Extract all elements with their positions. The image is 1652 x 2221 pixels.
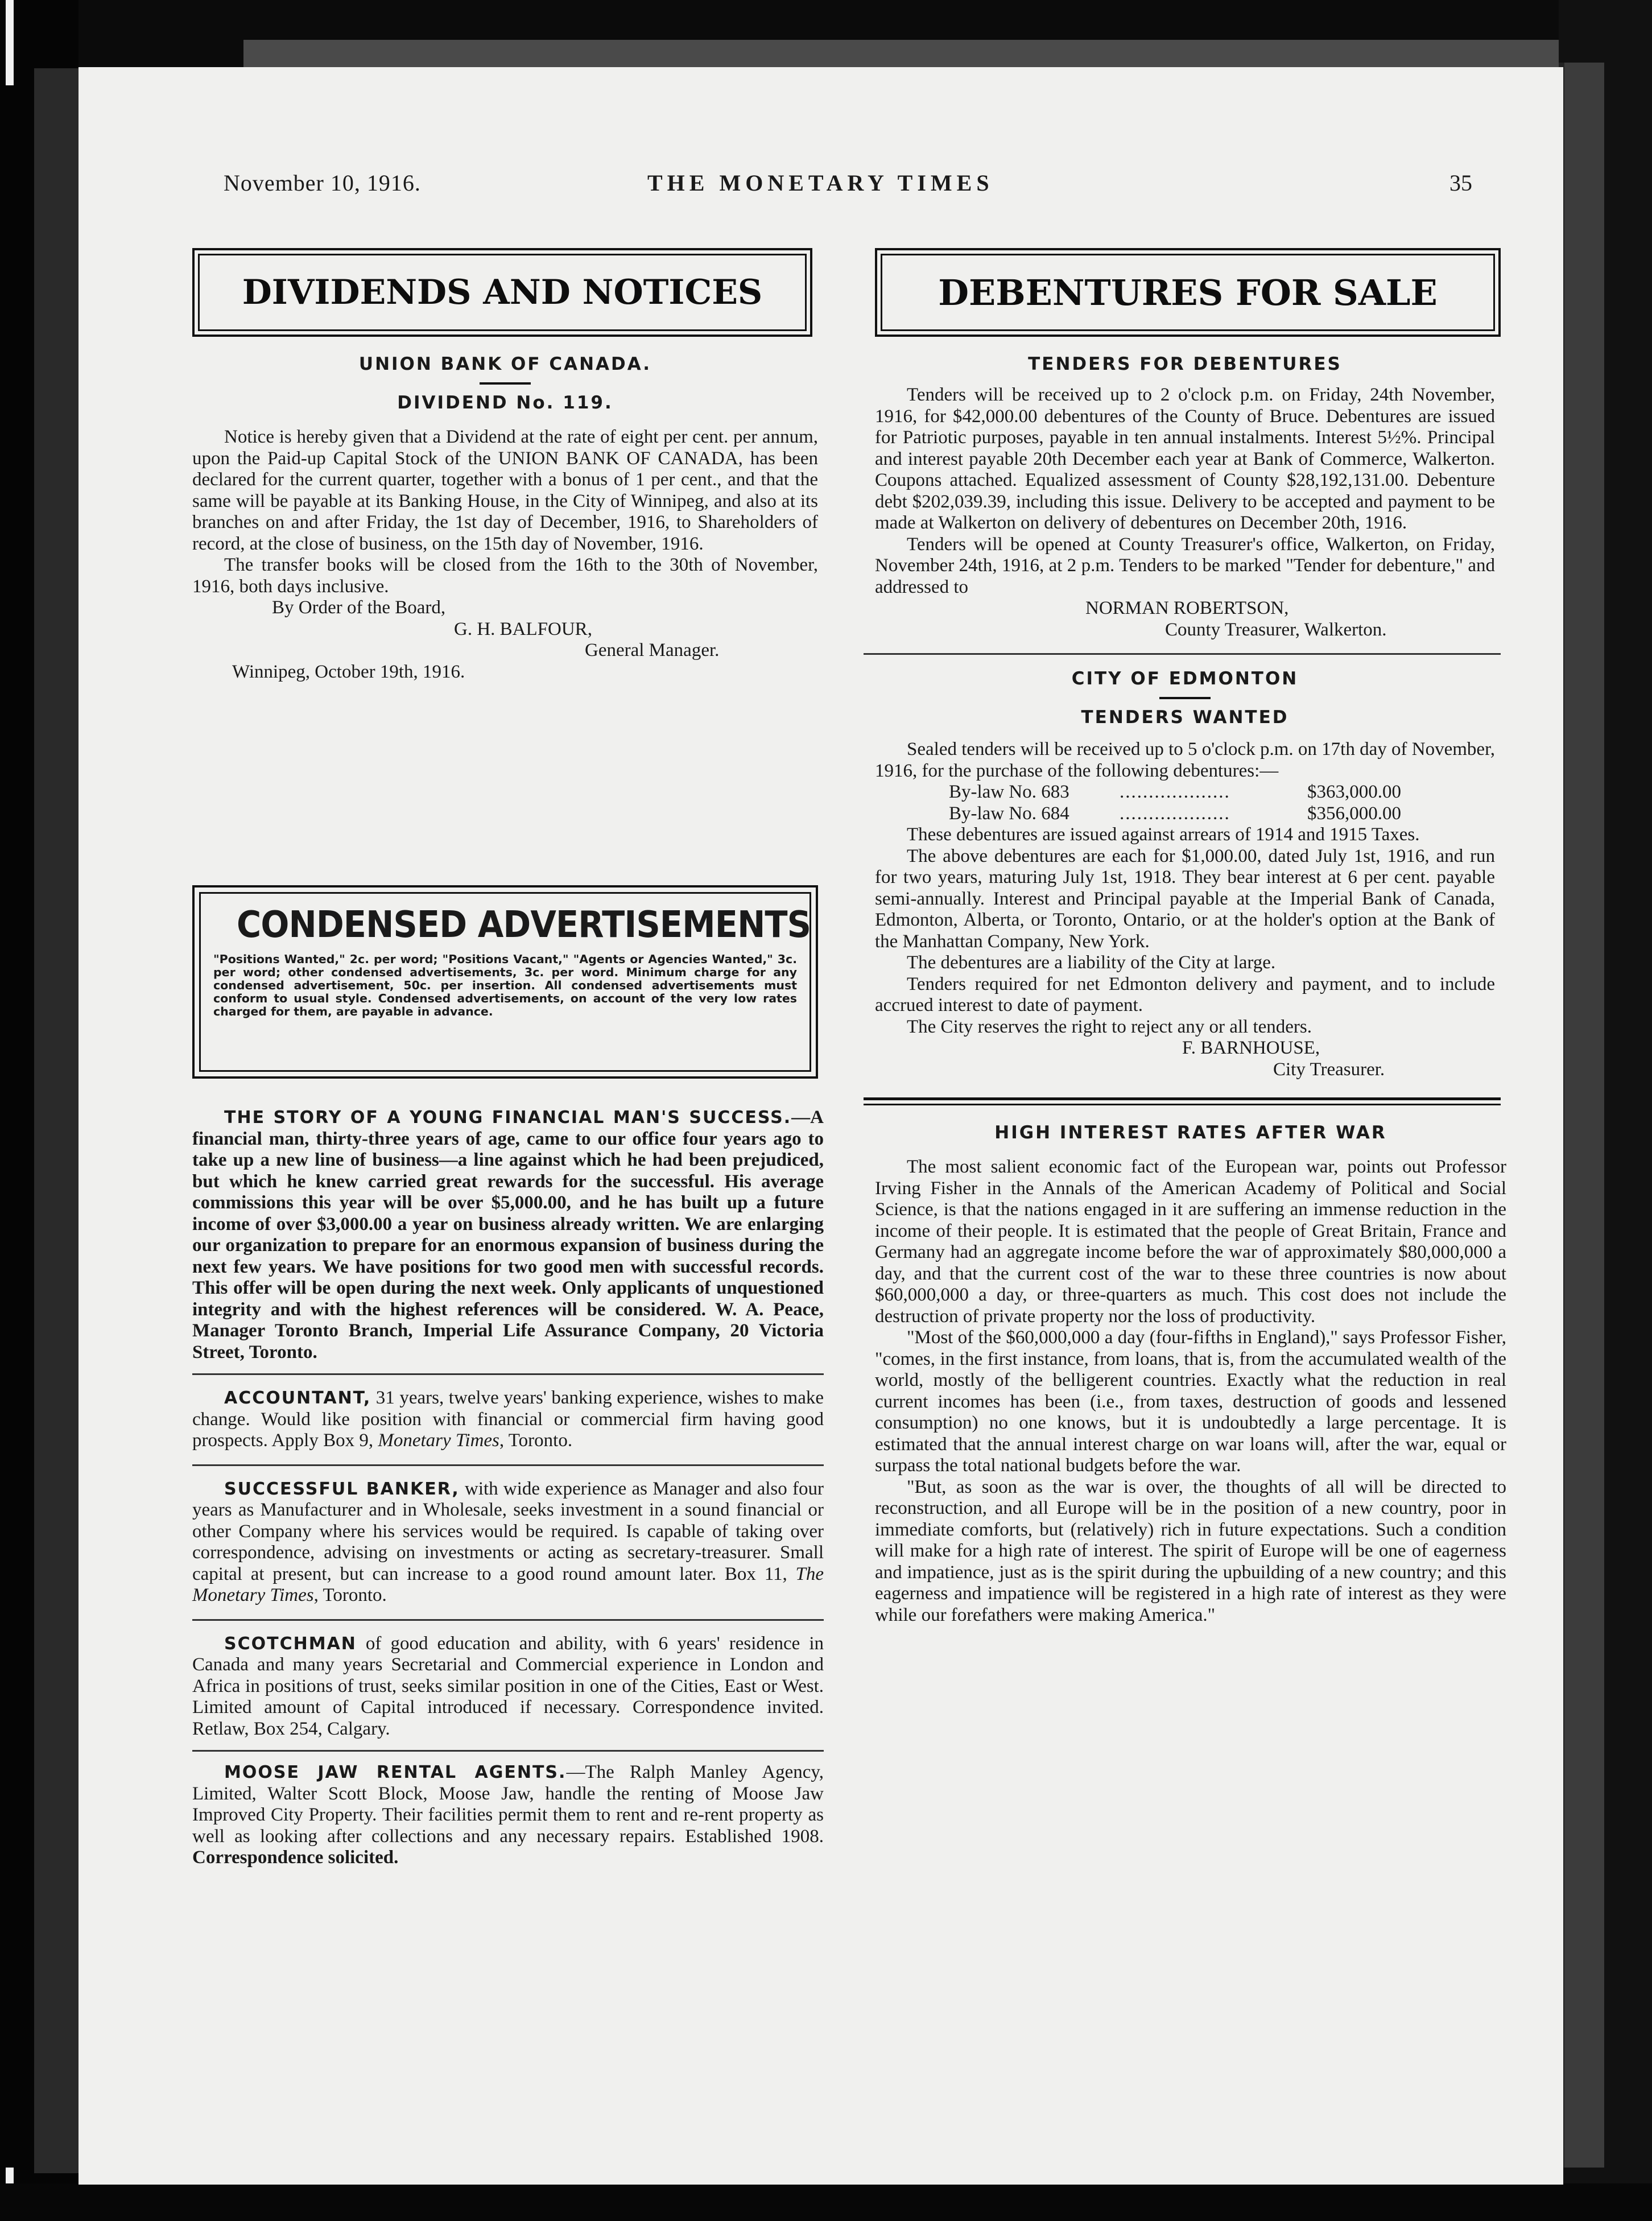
notice-paragraph: The above debentures are each for $1,000.00, dated July 1st, 1916, and run for two years, maturing July 1st, 1918. They bear interest at 6 per cent. payable semi-annually. Interest and Principal payable at the Imperial Bank of Canada, Edmonton, Alberta, or Toronto, Ontario, or at the holder's option at the Bank of the Manhattan Company, New York. — [875, 845, 1495, 952]
notice-paragraph: Tenders will be received up to 2 o'clock p.m. on Friday, 24th November, 1916, for $42,000.00 debentures of the County of Bruce. Debentures are issued for Patriotic purposes, payable in ten annual instalments. Interest 5½%. Principal and interest payable 20th December each year at Bank of Commerce, Walkerton. Coupons attached. Equalized assessment of County $28,192,131.00. Debenture debt $202,039.39, including this issue. Delivery to be accepted and payment to be made at Walkerton on delivery of debentures on December 20th, 1916. — [875, 385, 1495, 533]
divider — [192, 1373, 824, 1375]
ad-scotchman — [192, 1633, 824, 1740]
signature-title: County Treasurer, Walkerton. — [1165, 619, 1387, 640]
notice-paragraph: Sealed tenders will be received up to 5 o'clock p.m. on 17th day of November, 1916, for the purchase of the following debentures:— — [875, 739, 1495, 781]
notice-paragraph: The debentures are a liability of the City at large. — [907, 952, 1276, 973]
dividends-section-header — [192, 248, 812, 337]
divider — [192, 1619, 824, 1621]
bylaw-label: By-law No. 684 — [949, 803, 1069, 824]
ad-lead: SCOTCHMAN — [224, 1633, 357, 1654]
bylaw-amount: $363,000.00 — [1307, 782, 1401, 802]
interest-rates-article — [875, 1122, 1506, 1626]
condensed-ads-rates: "Positions Wanted," 2c. per word; "Positions Vacant," "Agents or Agencies Wanted," 3c. per word; other condensed advertisements, 3c. per word. Minimum charge for any condensed advertisement, 50c. per insertion. All condensed advertisements must conform to usual style. Condensed advertisements, on account of the very low rates charged for them, are payable in advance. — [213, 952, 797, 1018]
divider — [192, 1750, 824, 1752]
ad-tail: , Toronto. — [499, 1430, 573, 1451]
page-number: 35 — [1449, 170, 1472, 196]
notice-paragraph: Tenders required for net Edmonton delivery and payment, and to include accrued interest to date of payment. — [875, 973, 1495, 1015]
facing-page-edge — [34, 68, 83, 2173]
condensed-ads-title: CONDENSED ADVERTISEMENTS — [237, 904, 811, 946]
ad-body: of good education and ability, with 6 years' residence in Canada and many years Secretarial and Commercial experience in London and Africa in positions of trust, seeks similar position in one of the Cities, East or West. Limited amount of Capital introduced if necessary. Correspondence invited. Retlaw, Box 254, Calgary. — [192, 1633, 824, 1739]
notice-heading: TENDERS FOR DEBENTURES — [1028, 354, 1342, 374]
ad-banker — [192, 1479, 824, 1607]
ad-accountant — [192, 1388, 824, 1452]
ad-lead: THE STORY OF A YOUNG FINANCIAL MAN'S SUCCESS. — [224, 1108, 792, 1128]
classified-ads — [192, 1107, 824, 1869]
ad-body: —A financial man, thirty-three years of age, came to our office four years ago to take up a new line of business—a line against which he had been prejudiced, but which he knew carried great rewards for the successful. His average commissions this year will be over $5,000.00, and he has built up a future income of over $3,000.00 a year on business already written. We are enlarging our organization to prepare for an enormous expansion of business during the next few years. We have positions for two good men with successful records. This offer will be open during the next week. Only applicants of unquestioned integrity and with the highest references will be considered. W. A. Peace, Manager Toronto Branch, Imperial Life Assurance Company, 20 Victoria Street, Toronto. — [192, 1107, 824, 1363]
edmonton-tender-notice — [875, 668, 1495, 1080]
ad-body: with wide experience as Manager and also four years as Manufacturer and in Wholesale, seeks investment in a sound financial or other Company where his services would be required. Is capable of taking over correspondence, advising on investments or acting as secretary-treasurer. Small capital at present, but can increase to a good round amount later. Box 11, — [192, 1478, 824, 1584]
ad-body: 31 years, twelve years' banking experience, wishes to make change. Would like position with financial or commercial firm having good prospects. Apply Box 9, — [192, 1388, 824, 1451]
issue-date: November 10, 1916. — [224, 170, 421, 196]
notice-paragraph: Notice is hereby given that a Dividend at the rate of eight per cent. per annum, upon the Paid-up Capital Stock of the UNION BANK OF CANADA, has been declared for the current quarter, together with a bonus of 1 per cent., and that the same will be payable at its Banking House, in the City of Winnipeg, and also at its branches on and after Friday, the 1st day of December, 1916, to Shareholders of record, at the close of business, on the 15th day of November, 1916. — [192, 427, 818, 554]
article-paragraph: The most salient economic fact of the European war, points out Professor Irving Fisher in the Annals of the American Academy of Political and Social Science, is that the nations engaged in it are suffering an immense reduction in the income of their people. It is estimated that the people of Great Britain, France and Germany had an aggregate income before the war of approximately $80,000,000 a day, and that the current cost of the war to these three countries is now about $60,000,000 a day, or three-quarters as much. This cost does not include the destruction of private property nor the loss of productivity. — [875, 1157, 1506, 1327]
signature-order: By Order of the Board, — [272, 597, 446, 618]
bylaw-label: By-law No. 683 — [949, 782, 1069, 802]
left-column — [192, 248, 909, 1868]
divider — [864, 653, 1501, 655]
notice-subheading: DIVIDEND No. 119. — [397, 393, 613, 413]
signature-title: City Treasurer. — [1273, 1059, 1385, 1080]
union-bank-notice — [192, 354, 818, 683]
divider — [480, 382, 531, 385]
ad-publication: Monetary Times — [378, 1430, 499, 1451]
article-paragraph: "Most of the $60,000,000 a day (four-fifths in England)," says Professor Fisher, "comes, in the first instance, from loans, that is, from the accumulated wealth of the world, mostly of the belligerent countries. Exactly what the reduction in real current incomes has been (i.e., from taxes, destruction of goods and lessened consumption) no one knows, but it is undoubtedly a large percentage. It is estimated that the annual interest charge on war loans will, after the war, equal or surpass the total national budgets before the war. — [875, 1327, 1506, 1476]
bruce-tender-notice — [875, 354, 1495, 641]
ad-bold-tail: Correspondence solicited. — [192, 1847, 399, 1868]
condensed-ads-box — [192, 885, 818, 1079]
scan-border-bottom — [0, 2183, 1652, 2221]
ad-lead: ACCOUNTANT, — [224, 1388, 371, 1408]
signature-name: F. BARNHOUSE, — [1182, 1038, 1320, 1058]
newspaper-page — [79, 67, 1563, 2185]
bylaw-list — [875, 782, 1495, 824]
leader-dots: ................... — [1120, 803, 1230, 824]
ad-moose-jaw — [192, 1762, 824, 1869]
article-heading: HIGH INTEREST RATES AFTER WAR — [994, 1122, 1387, 1143]
signature-name: G. H. BALFOUR, — [454, 618, 592, 639]
scan-border-top — [79, 0, 1652, 68]
article-paragraph: "But, as soon as the war is over, the thoughts of all will be directed to reconstruction, and all Europe will be in the position of a new country, poor in immediate comforts, but (relatively) rich in future expectations. Such a condition will make for a high rate of interest. The spirit of Europe will be one of eagerness and impatience, just as is the spirit during the upbuilding of a new country; and this eagerness and impatience will be registered in a high rate of interest as they were while our forefathers were making America." — [875, 1476, 1506, 1625]
debentures-section-header — [875, 248, 1501, 337]
ad-publication: The Monetary Times — [192, 1563, 824, 1605]
notice-place-date: Winnipeg, October 19th, 1916. — [232, 661, 465, 682]
ad-lead: MOOSE JAW RENTAL AGENTS. — [224, 1762, 567, 1782]
leader-dots: ................... — [1120, 782, 1230, 802]
notice-heading: CITY OF EDMONTON — [1071, 668, 1299, 689]
notice-subheading: TENDERS WANTED — [1081, 707, 1289, 728]
double-divider — [864, 1097, 1501, 1105]
bylaw-amount: $356,000.00 — [1307, 803, 1401, 824]
bylaw-row — [949, 782, 1495, 803]
signature-title: General Manager. — [585, 640, 720, 660]
running-header — [79, 170, 1563, 204]
ad-body: —The Ralph Manley Agency, Limited, Walter Scott Block, Moose Jaw, handle the renting of Moose Jaw Improved City Property. Their facilities permit them to rent and re-rent property as well as looking after collections and any necessary repairs. Established 1908. — [192, 1762, 824, 1847]
ad-lead: SUCCESSFUL BANKER, — [224, 1479, 460, 1499]
bylaw-row — [949, 803, 1495, 825]
section-title: DIVIDENDS AND NOTICES — [198, 254, 807, 331]
right-column — [875, 248, 1592, 1626]
divider — [1159, 697, 1211, 699]
publication-title: THE MONETARY TIMES — [647, 170, 994, 196]
signature-name: NORMAN ROBERTSON, — [1085, 598, 1289, 618]
ad-financial-man — [192, 1107, 824, 1363]
section-title: DEBENTURES FOR SALE — [881, 254, 1495, 331]
notice-heading: UNION BANK OF CANADA. — [358, 354, 652, 374]
notice-paragraph: Tenders will be opened at County Treasurer's office, Walkerton, on Friday, November 24th, 1916, at 2 p.m. Tenders to be marked "Tender for debenture," and addressed to — [875, 534, 1495, 597]
notice-paragraph: These debentures are issued against arrears of 1914 and 1915 Taxes. — [907, 824, 1420, 845]
divider — [192, 1464, 824, 1466]
notice-paragraph: The City reserves the right to reject any or all tenders. — [907, 1016, 1312, 1037]
notice-paragraph: The transfer books will be closed from the 16th to the 30th of November, 1916, both days inclusive. — [192, 555, 818, 597]
ad-tail: , Toronto. — [313, 1585, 387, 1605]
